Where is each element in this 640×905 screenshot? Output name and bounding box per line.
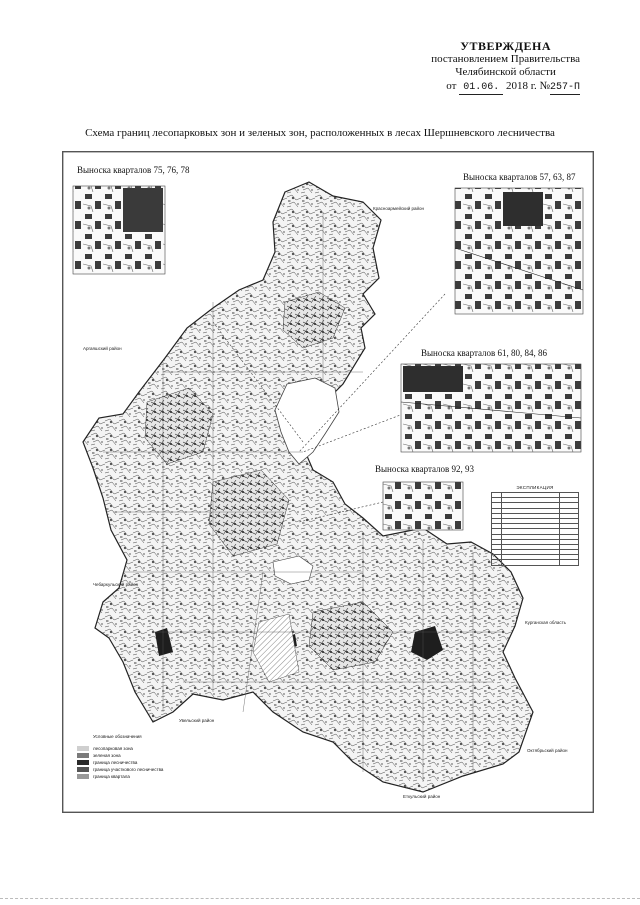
approval-line-2: Челябинской области bbox=[455, 66, 556, 78]
legend-label: лесопарковая зона bbox=[93, 745, 133, 751]
inset-title-4: Выноска кварталов 92, 93 bbox=[375, 464, 475, 474]
decree-number: 257-П bbox=[549, 82, 580, 93]
explication-title: ЭКСПЛИКАЦИЯ bbox=[516, 485, 554, 490]
approval-heading: УТВЕРЖДЕНА bbox=[460, 39, 552, 53]
approval-line-1: постановлением Правительства bbox=[431, 53, 580, 65]
legend-swatch bbox=[77, 774, 89, 779]
approval-date-line bbox=[431, 80, 580, 95]
inset-1-forest bbox=[123, 188, 163, 232]
legend-label: граница участкового лесничества bbox=[93, 766, 164, 772]
date-value: 01.06. bbox=[459, 81, 503, 95]
explication-table bbox=[491, 485, 579, 566]
label-oktyabrsky: Октябрьский район bbox=[527, 748, 568, 753]
label-kurgan: Курганская область bbox=[525, 620, 567, 625]
inset-title-3: Выноска кварталов 61, 80, 84, 86 bbox=[421, 348, 548, 358]
legend-label: зеленая зона bbox=[93, 752, 121, 758]
legend-item bbox=[77, 773, 237, 779]
label-argayash: Аргаяшский район bbox=[83, 346, 122, 351]
legend-label: граница лесничества bbox=[93, 759, 138, 765]
legend-title: Условные обозначения bbox=[93, 734, 142, 739]
label-chebarkul: Чебаркульский район bbox=[93, 582, 139, 587]
map-legend bbox=[77, 734, 237, 780]
legend-item bbox=[77, 745, 237, 751]
inset-3-forest bbox=[403, 366, 463, 392]
label-uvelsky: Увельский район bbox=[179, 718, 215, 723]
inset-title-1: Выноска кварталов 75, 76, 78 bbox=[77, 165, 190, 175]
legend-swatch bbox=[77, 753, 89, 758]
label-etkulsky: Еткульский район bbox=[403, 794, 441, 799]
legend-swatch bbox=[77, 760, 89, 765]
legend-label: граница квартала bbox=[93, 773, 130, 779]
date-prefix: от bbox=[446, 80, 457, 92]
map-frame bbox=[62, 151, 594, 813]
approval-stamp bbox=[431, 40, 580, 95]
page-edge bbox=[0, 898, 640, 899]
map-title: Схема границ лесопарковых зон и зеленых зон, расположенных в лесах Шершневского лесничества bbox=[85, 127, 555, 139]
label-krasnoarmeysky: Красноармейский район bbox=[373, 206, 424, 211]
explication-grid bbox=[491, 492, 579, 566]
legend-item bbox=[77, 759, 237, 765]
legend-swatch bbox=[77, 767, 89, 772]
inset-title-2: Выноска кварталов 57, 63, 87 bbox=[463, 172, 576, 182]
inset-2-forest bbox=[503, 192, 543, 226]
forestry-map bbox=[63, 152, 593, 812]
legend-swatch bbox=[77, 746, 89, 751]
legend-item bbox=[77, 766, 237, 772]
legend-item bbox=[77, 752, 237, 758]
inset-4-image bbox=[383, 482, 463, 530]
date-suffix: 2018 г. № bbox=[505, 80, 550, 92]
